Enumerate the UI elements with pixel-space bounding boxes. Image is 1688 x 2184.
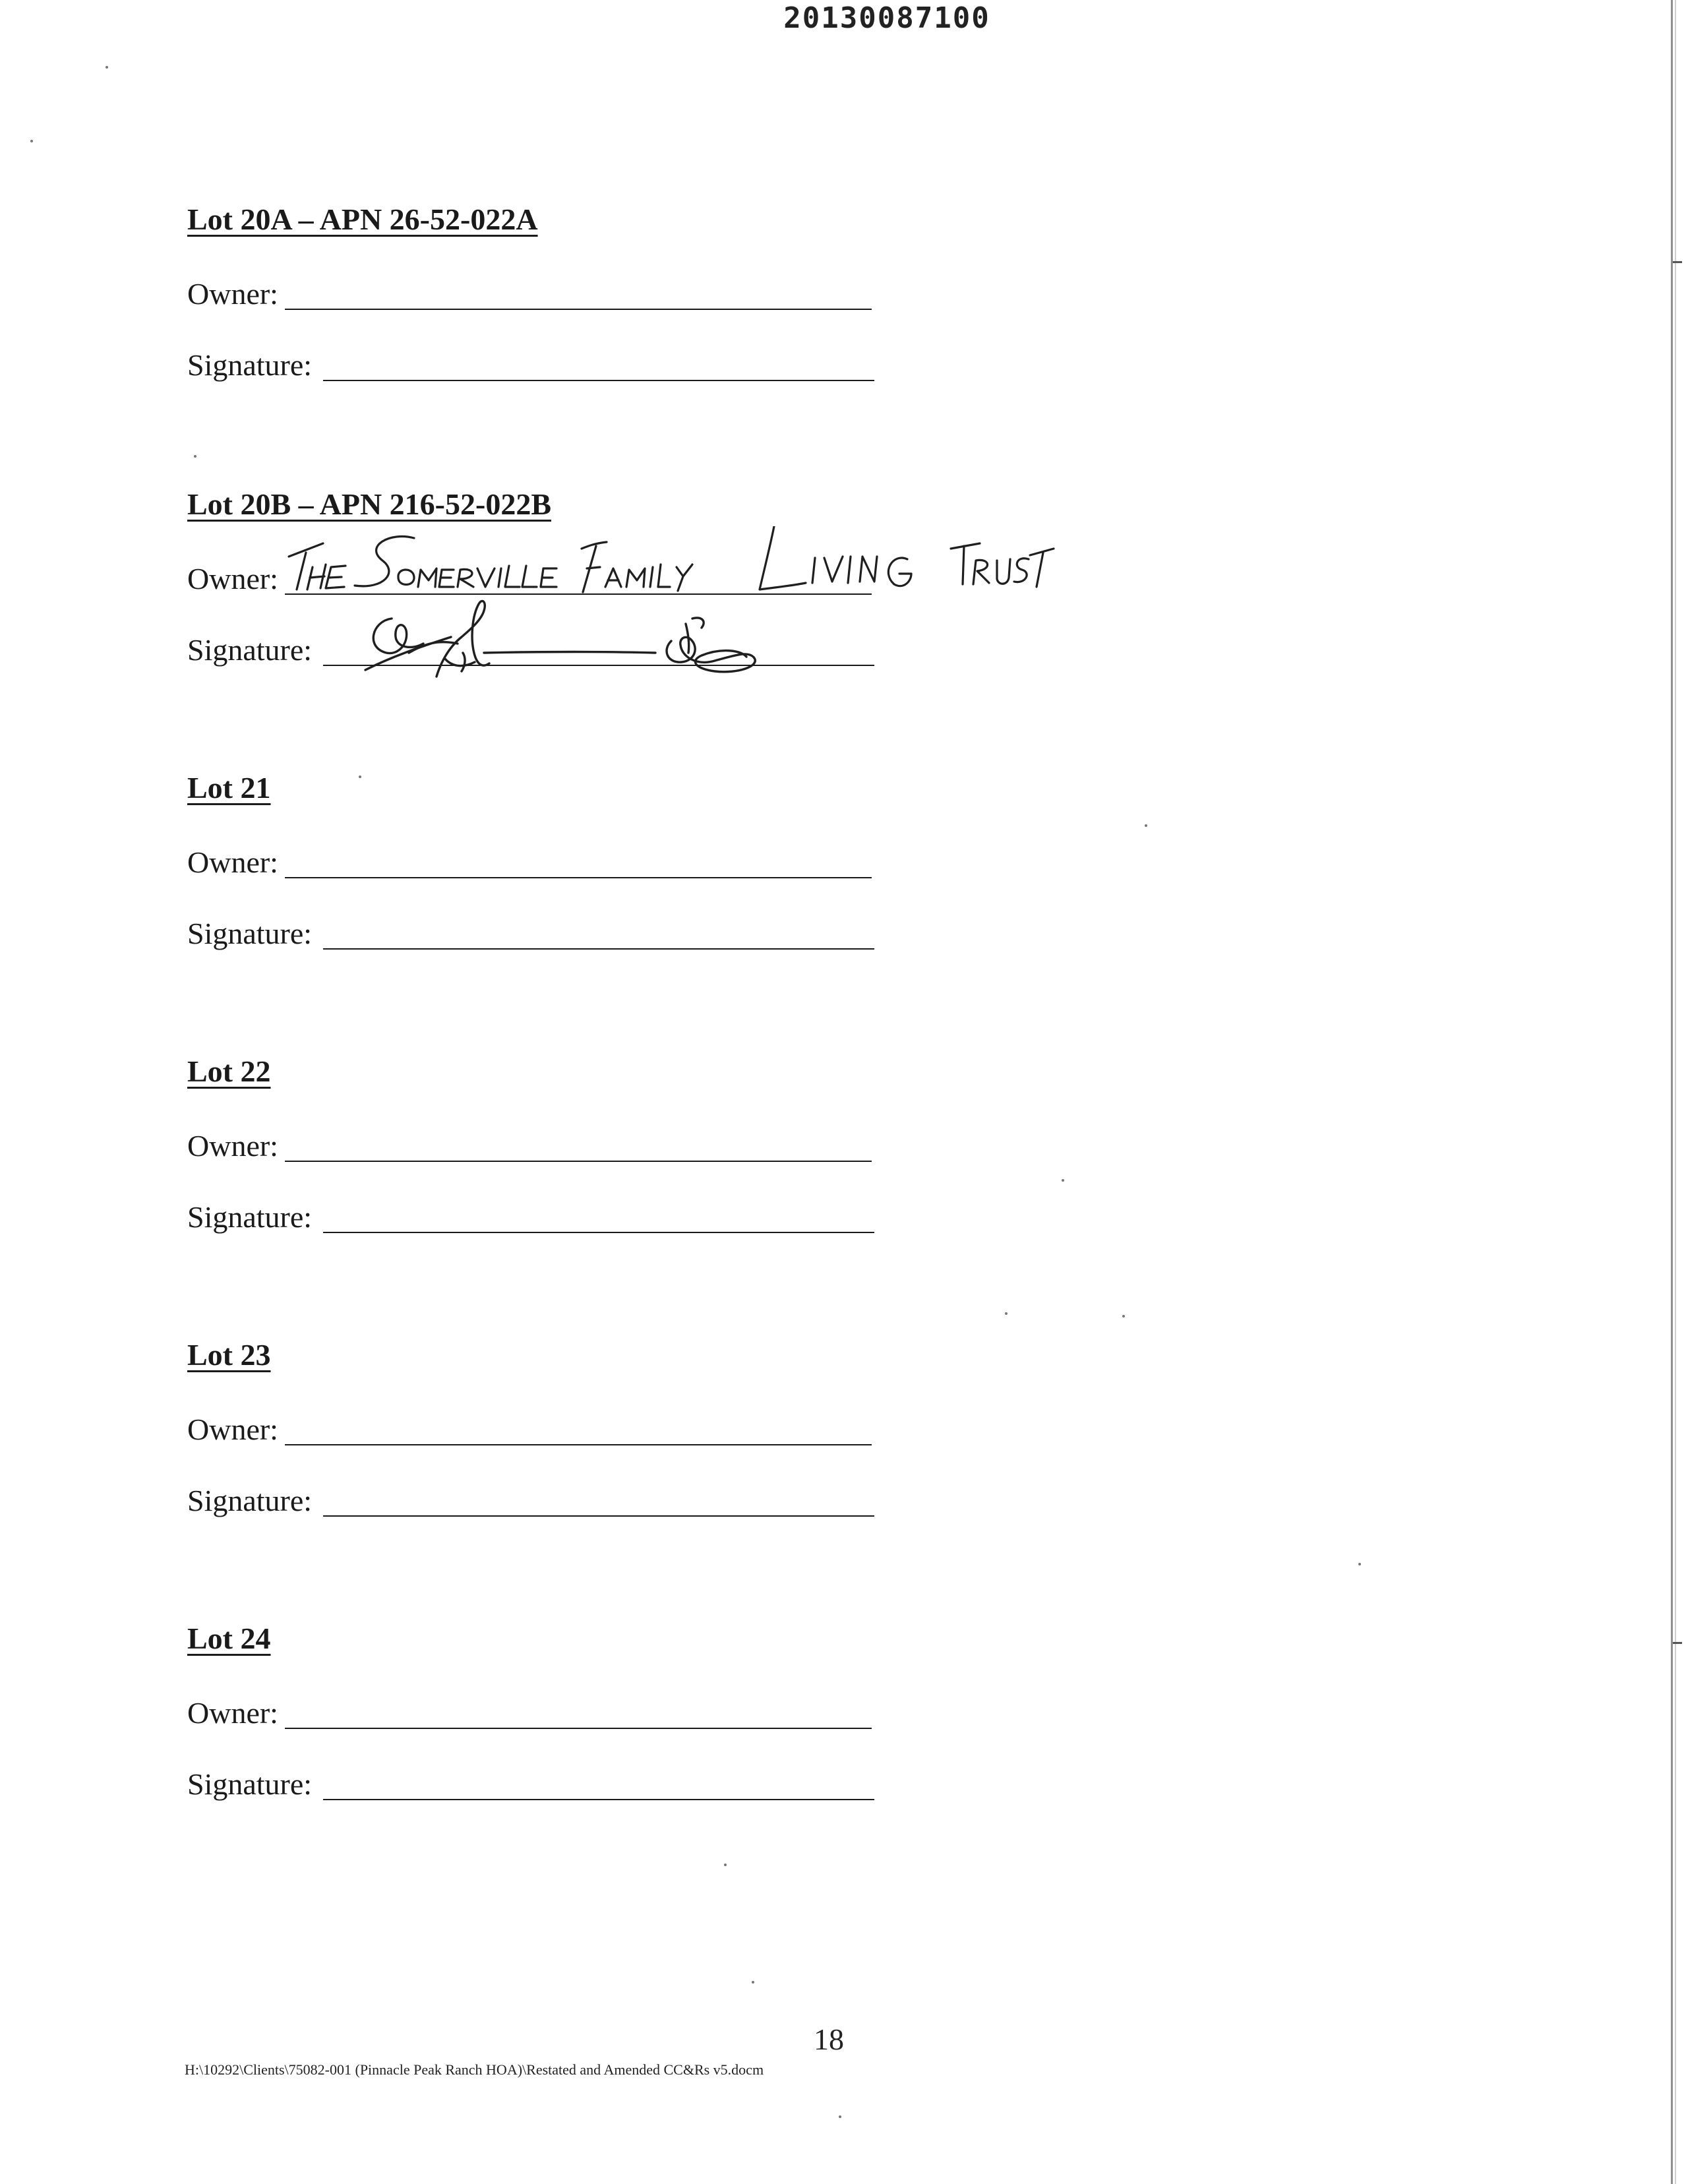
owner-line: [285, 1161, 872, 1162]
signature-field[interactable]: [187, 346, 979, 385]
owner-label: Owner:: [187, 277, 278, 311]
signature-field[interactable]: [187, 1765, 979, 1804]
scan-edge-tick: [1673, 1642, 1682, 1644]
signature-label: Signature:: [187, 1484, 313, 1517]
signature-field[interactable]: [187, 914, 979, 954]
scan-speck: [194, 455, 196, 458]
signature-line: [323, 1799, 874, 1800]
owner-label: Owner:: [187, 1412, 278, 1446]
signature-line: [323, 380, 874, 381]
owner-label: Owner:: [187, 1129, 278, 1163]
signature-line: [323, 1232, 874, 1233]
signature-line: [323, 1515, 874, 1517]
scan-speck: [30, 140, 33, 142]
owner-line: [285, 1444, 872, 1445]
signature-label: Signature:: [187, 1200, 313, 1234]
owner-field[interactable]: [187, 1693, 979, 1733]
signature-field[interactable]: [187, 1198, 979, 1237]
scan-speck: [1145, 824, 1147, 827]
scan-speck: [839, 2115, 841, 2118]
scan-speck: [752, 1981, 754, 1984]
recording-number: 20130087100: [783, 1, 990, 35]
lot-heading: Lot 24: [187, 1622, 271, 1655]
scan-speck: [1005, 1312, 1008, 1315]
footer-file-path: H:\10292\Clients\75082-001 (Pinnacle Peak Ranch HOA)\Restated and Amended CC&Rs v5.docm: [185, 2061, 764, 2078]
owner-field[interactable]: [187, 1126, 979, 1166]
owner-field[interactable]: [187, 274, 979, 314]
scan-speck: [1358, 1563, 1361, 1565]
owner-line: [285, 877, 872, 878]
signature-label: Signature:: [187, 348, 313, 382]
signature-label: Signature:: [187, 917, 313, 950]
scan-edge-shadow: [1675, 0, 1676, 2184]
lot-heading: Lot 20B – APN 216-52-022B: [187, 487, 551, 521]
scan-speck: [106, 66, 108, 69]
lot-heading: Lot 20A – APN 26-52-022A: [187, 202, 538, 236]
owner-field[interactable]: [187, 843, 979, 882]
signature-label: Signature:: [187, 633, 313, 667]
owner-line: [285, 1728, 872, 1729]
lot-heading: Lot 22: [187, 1054, 271, 1088]
signature-line: [323, 948, 874, 950]
scan-speck: [1062, 1179, 1064, 1182]
owner-line: [285, 309, 872, 310]
scan-speck: [724, 1864, 727, 1866]
handwritten-signature: [346, 584, 847, 683]
owner-label: Owner:: [187, 845, 278, 879]
owner-label: Owner:: [187, 562, 278, 595]
scan-edge-tick: [1673, 261, 1682, 263]
owner-field[interactable]: [187, 1410, 979, 1449]
signature-field[interactable]: [187, 1481, 979, 1521]
owner-label: Owner:: [187, 1696, 278, 1730]
lot-heading: Lot 21: [187, 771, 271, 804]
signature-label: Signature:: [187, 1767, 313, 1801]
scan-speck: [359, 775, 361, 778]
scan-edge: [1671, 0, 1673, 2184]
lot-heading: Lot 23: [187, 1338, 271, 1372]
scan-speck: [1122, 1315, 1125, 1318]
page-number: 18: [814, 2022, 844, 2056]
signature-field[interactable]: [187, 630, 979, 670]
